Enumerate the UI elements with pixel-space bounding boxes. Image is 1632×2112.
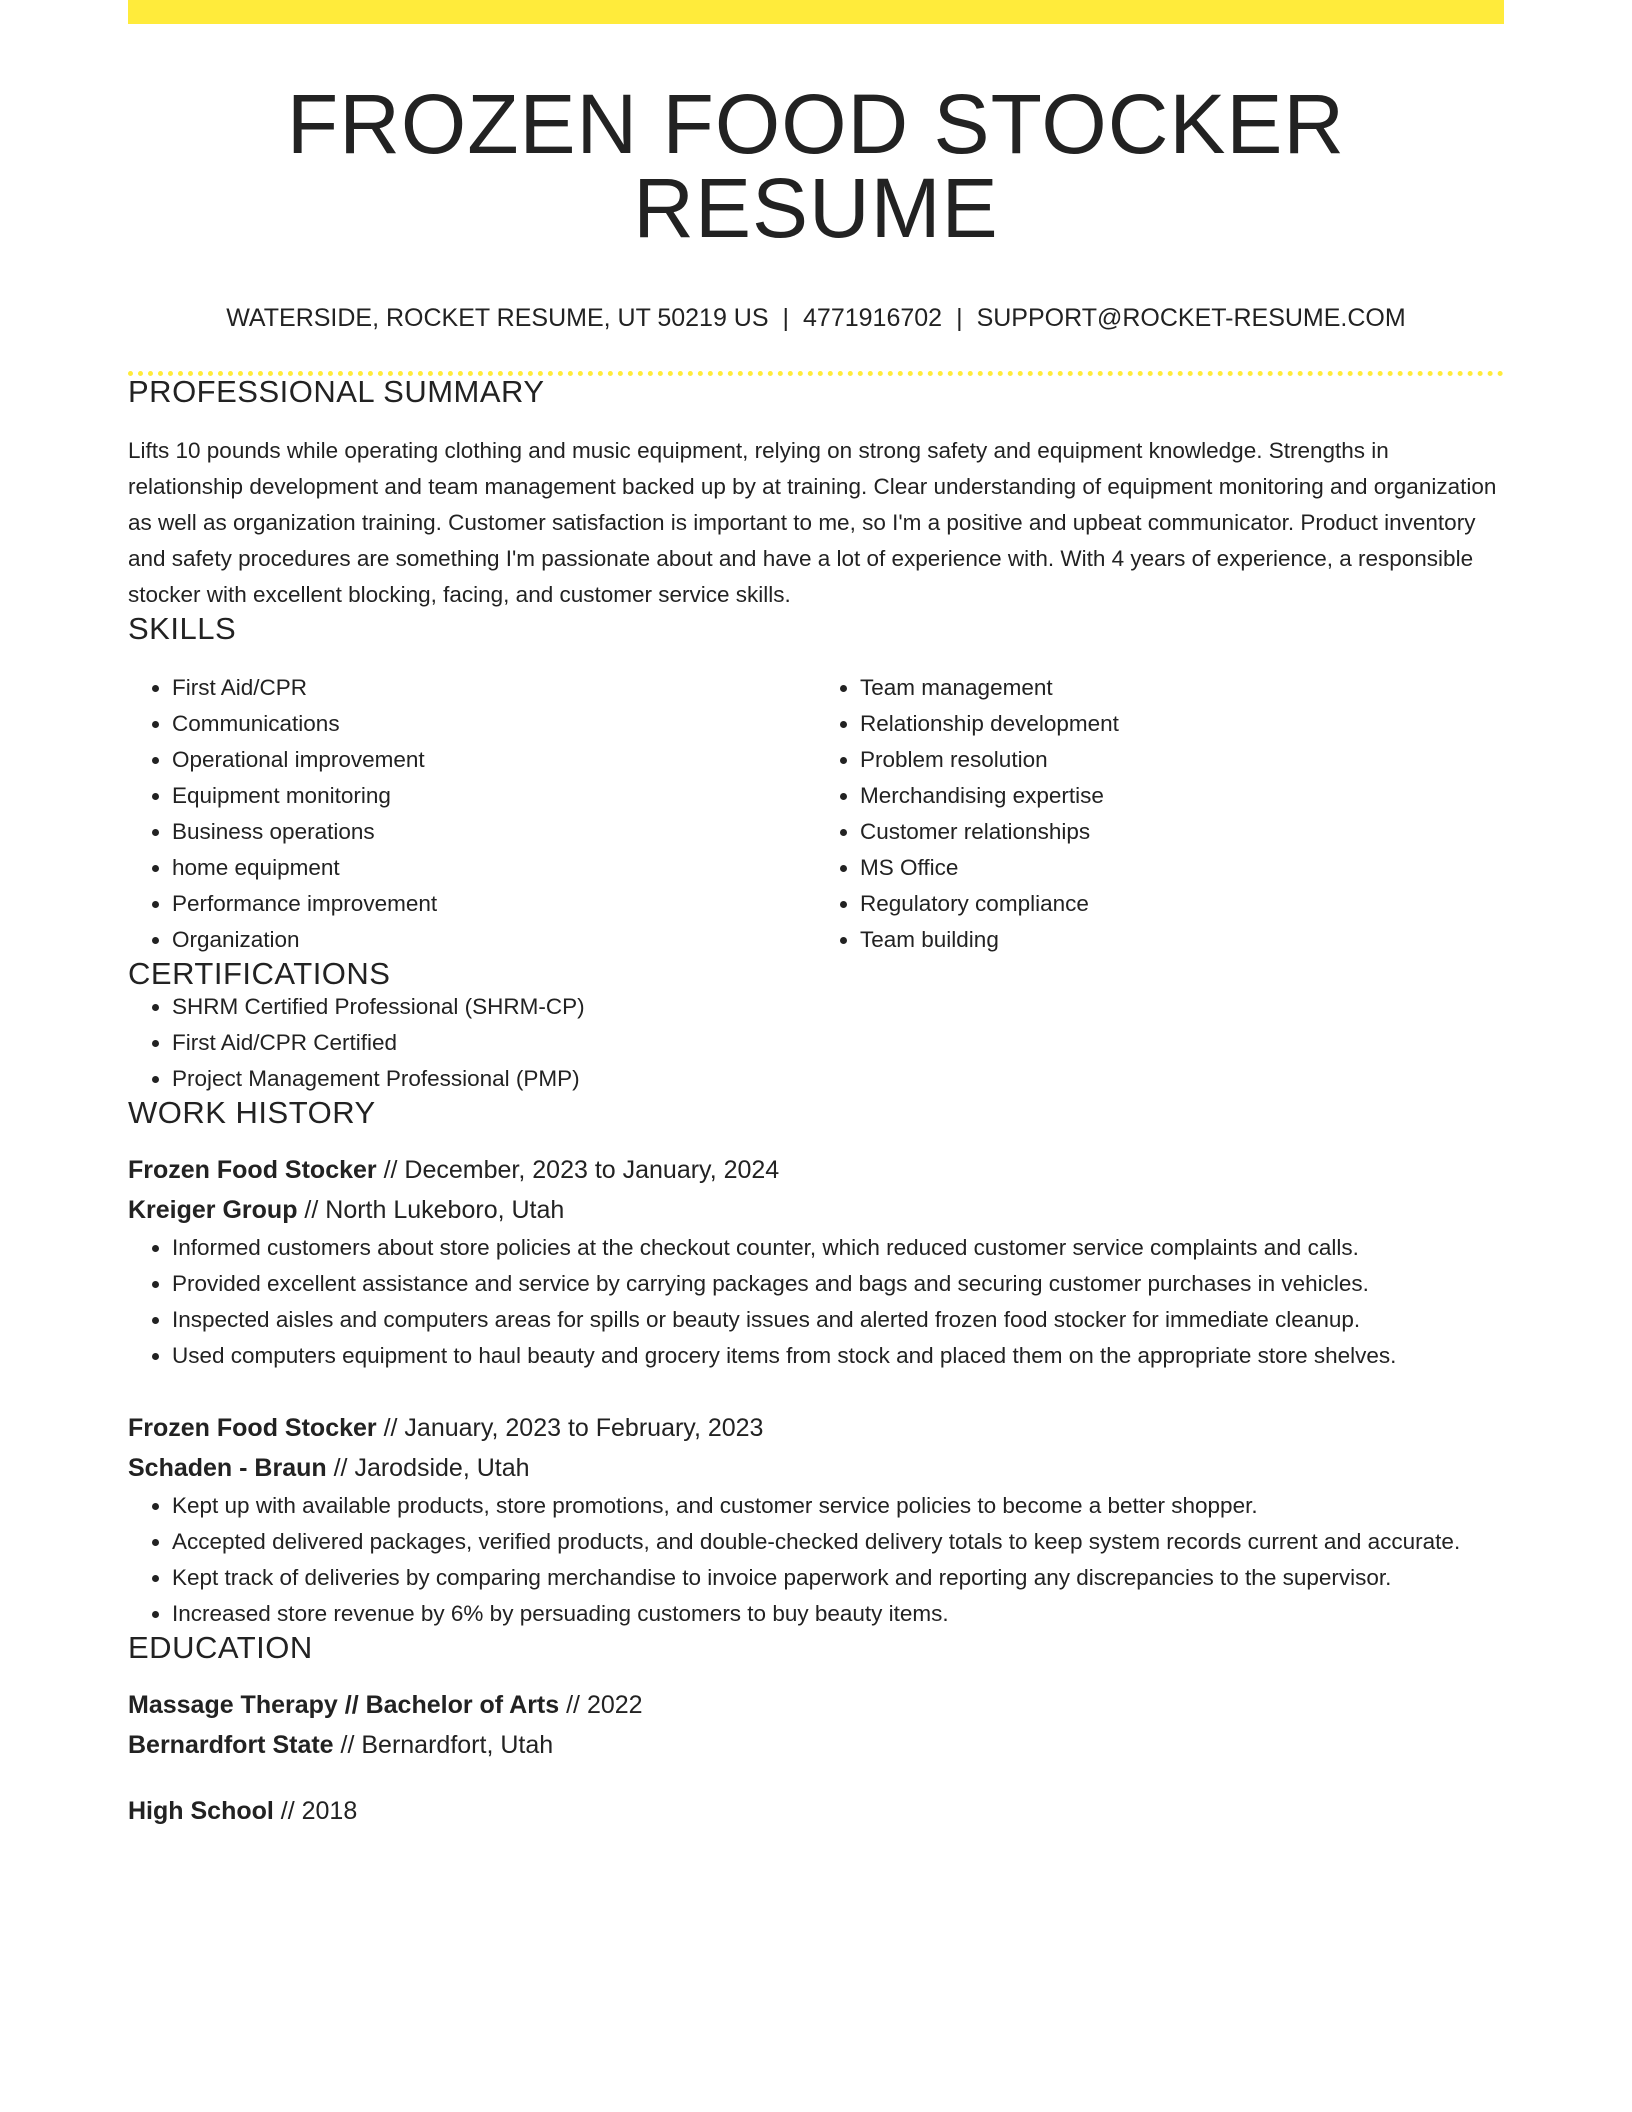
job-duty: • Informed customers about store policies at the checkout counter, which reduced customer service complaints and calls. [172,1230,1504,1266]
resume-page [128,0,1504,1831]
job-duty: • Accepted delivered packages, verified products, and double-checked delivery totals to keep system records current and accurate. [172,1524,1504,1560]
contact-separator: | [782,304,790,332]
skill-item: • Performance improvement [172,886,816,922]
certification-item: • First Aid/CPR Certified [172,1025,1504,1061]
education-entry [128,1685,1504,1765]
contact-address: WATERSIDE, ROCKET RESUME, UT 50219 US [226,304,769,332]
job-duty: • Increased store revenue by 6% by persuading customers to buy beauty items. [172,1596,1504,1632]
education-year: // 2018 [273,1797,358,1825]
skill-item: • Team building [860,922,1504,958]
skill-item: • Communications [172,706,816,742]
skill-item: • Problem resolution [860,742,1504,778]
education-degree: Massage Therapy // Bachelor of Arts [128,1691,560,1719]
contact-phone: 4771916702 [803,304,943,332]
summary-text: Lifts 10 pounds while operating clothing and music equipment, relying on strong safety and equipment knowledge. Strengths in relationship development and team management backed up by at training. Clear understanding of equipment monitoring and organization as well as organization training. Customer satisfaction is important to me, so I'm a positive and upbeat communicator. Product inventory and safety procedures are something I'm passionate about and have a lot of experience with. With 4 years of experience, a responsible stocker with excellent blocking, facing, and customer service skills. [128,438,1497,607]
job-company-line [128,1190,1504,1230]
job-entry [128,1150,1504,1374]
contact-email: SUPPORT@ROCKET-RESUME.COM [976,304,1406,332]
job-company: Kreiger Group [128,1196,298,1224]
accent-top-bar [128,0,1504,24]
contact-separator: | [956,304,963,332]
job-title-line [128,1150,1504,1190]
skill-item: • Business operations [172,814,816,850]
job-location: // North Lukeboro, Utah [297,1196,565,1224]
education-heading: EDUCATION [128,1630,313,1665]
education-school: Bernardfort State [128,1731,334,1759]
skills-left-list [128,670,816,958]
education-degree: High School [128,1797,274,1825]
certification-item: • SHRM Certified Professional (SHRM-CP) [172,989,1504,1025]
skill-item: • Merchandising expertise [860,778,1504,814]
skill-item: • Relationship development [860,706,1504,742]
job-location: // Jarodside, Utah [326,1454,530,1482]
job-title: Frozen Food Stocker [128,1414,377,1442]
job-title: Frozen Food Stocker [128,1156,377,1184]
resume-title: FROZEN FOOD STOCKER RESUME [286,77,1346,255]
job-duty: • Inspected aisles and computers areas for spills or beauty issues and alerted frozen food stocker for immediate cleanup. [172,1302,1504,1338]
skills-heading: SKILLS [128,611,237,646]
certifications-heading: CERTIFICATIONS [128,956,391,991]
education-school-line [128,1725,1504,1765]
job-duty: • Used computers equipment to haul beauty and grocery items from stock and placed them on the appropriate store shelves. [172,1338,1504,1374]
skill-item: • Equipment monitoring [172,778,816,814]
job-entry [128,1408,1504,1632]
skills-right-list [816,670,1504,958]
skill-item: • Team management [860,670,1504,706]
job-title-line [128,1408,1504,1448]
job-duties-list [128,1230,1504,1374]
job-dates: // January, 2023 to February, 2023 [376,1414,764,1442]
certifications-list [128,989,1504,1097]
skill-item: • Customer relationships [860,814,1504,850]
job-duty: • Kept track of deliveries by comparing merchandise to invoice paperwork and reporting any discrepancies to the supervisor. [172,1560,1504,1596]
job-dates: // December, 2023 to January, 2024 [376,1156,780,1184]
job-company-line [128,1448,1504,1488]
job-duty: • Provided excellent assistance and service by carrying packages and bags and securing customer purchases in vehicles. [172,1266,1504,1302]
education-entry [128,1791,1504,1831]
job-company: Schaden - Braun [128,1454,327,1482]
education-degree-line [128,1791,1504,1831]
education-degree-line [128,1685,1504,1725]
job-duties-list [128,1488,1504,1632]
contact-line [128,306,1504,331]
job-duty: • Kept up with available products, store promotions, and customer service policies to become a better shopper. [172,1488,1504,1524]
skill-item: • First Aid/CPR [172,670,816,706]
summary-heading: PROFESSIONAL SUMMARY [128,374,545,409]
skill-item: • MS Office [860,850,1504,886]
education-location: // Bernardfort, Utah [333,1731,554,1759]
skill-item: • Operational improvement [172,742,816,778]
skill-item: • home equipment [172,850,816,886]
skill-item: • Regulatory compliance [860,886,1504,922]
skill-item: • Organization [172,922,816,958]
skills-grid [128,670,1504,958]
work-history-heading: WORK HISTORY [128,1095,376,1130]
education-year: // 2022 [559,1691,643,1719]
certification-item: • Project Management Professional (PMP) [172,1061,1504,1097]
